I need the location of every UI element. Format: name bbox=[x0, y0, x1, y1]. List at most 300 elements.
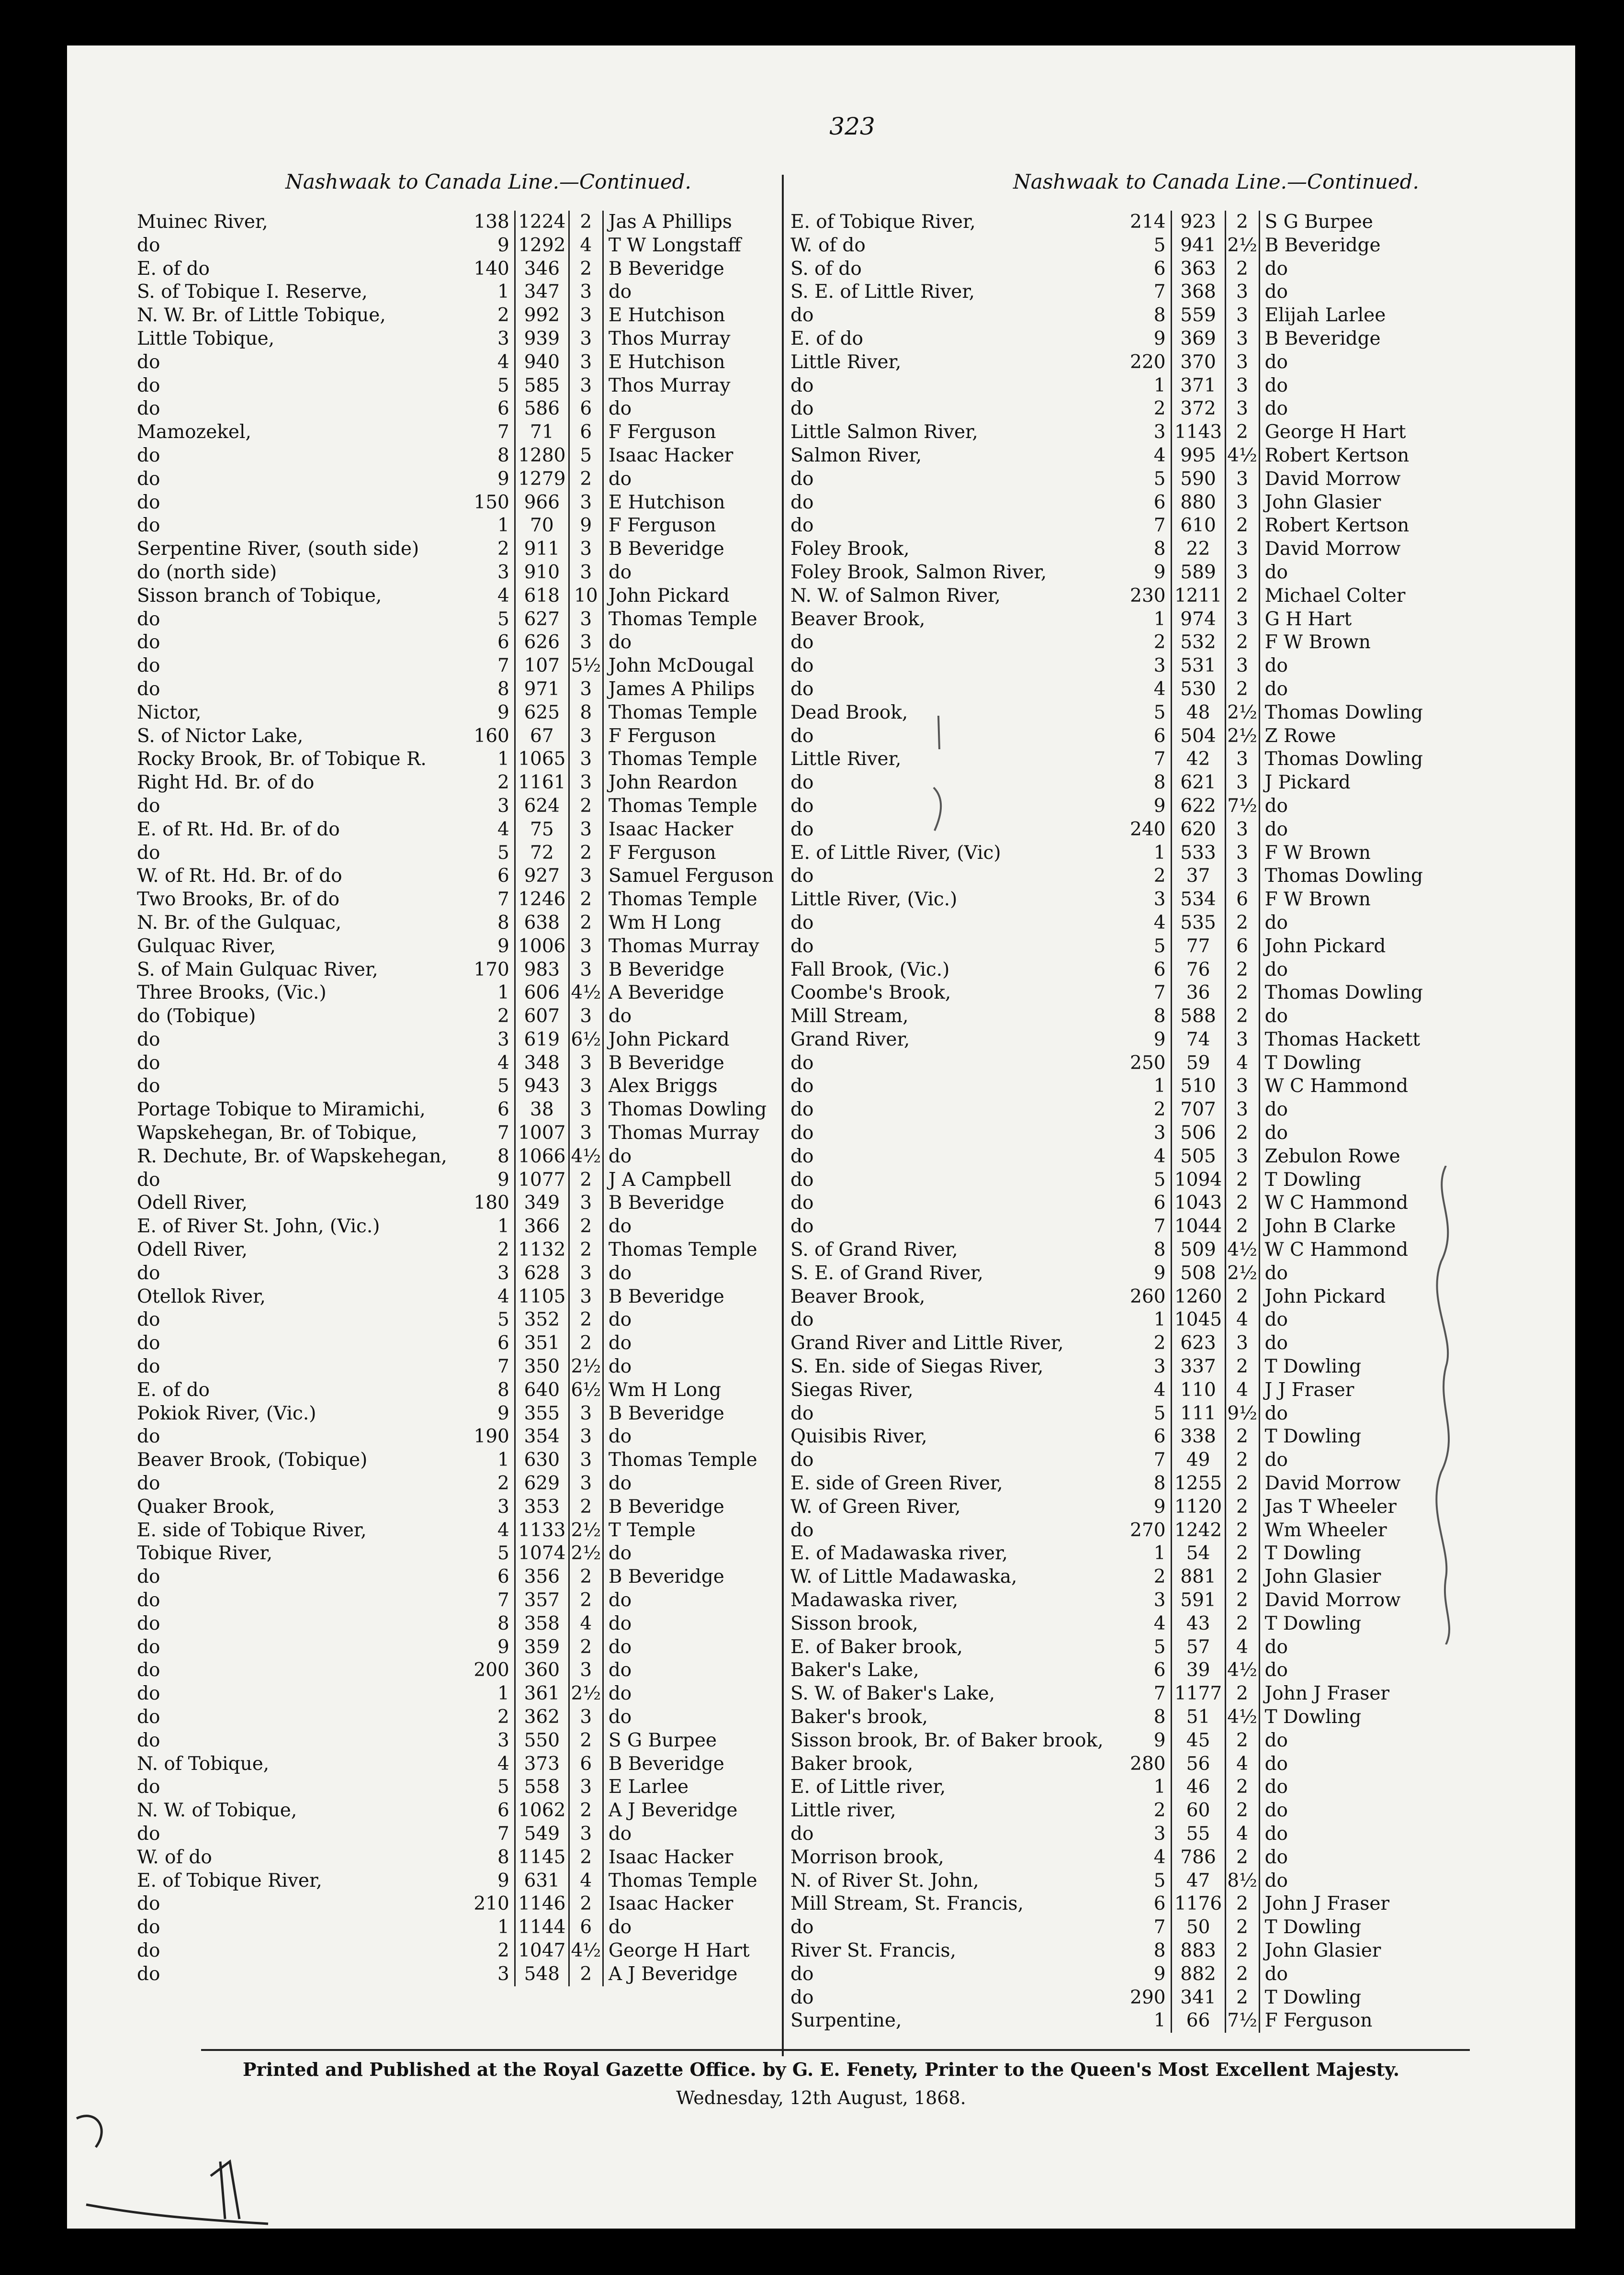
table-row bbox=[788, 1799, 1428, 1823]
acres-cell: 72 bbox=[515, 842, 569, 865]
place-cell: do bbox=[790, 631, 814, 653]
rate-cell: 2 bbox=[569, 1892, 603, 1916]
grantee-cell: T Dowling bbox=[1264, 1986, 1362, 2008]
acres-cell: 1006 bbox=[515, 935, 569, 958]
table-row bbox=[788, 1005, 1428, 1028]
table-row bbox=[134, 1799, 798, 1823]
lot-number-cell: 3 bbox=[447, 1028, 515, 1052]
grantee-cell: do bbox=[1264, 1963, 1288, 1985]
acres-cell: 995 bbox=[1171, 444, 1225, 468]
rate-cell: 2 bbox=[1225, 1846, 1259, 1870]
acres-cell: 992 bbox=[515, 304, 569, 327]
grantee-cell: Isaac Hacker bbox=[608, 1893, 733, 1915]
lot-number-cell: 8 bbox=[1104, 1939, 1172, 1963]
table-row bbox=[134, 888, 798, 912]
place-cell: Coombe's Brook, bbox=[790, 982, 951, 1004]
acres-cell: 941 bbox=[1171, 234, 1225, 258]
acres-cell: 42 bbox=[1171, 748, 1225, 771]
lot-number-cell: 5 bbox=[1104, 468, 1172, 491]
table-row bbox=[134, 865, 798, 888]
place-cell: E. of Madawaska river, bbox=[790, 1543, 1008, 1565]
acres-cell: 620 bbox=[1171, 818, 1225, 842]
rate-cell: 2½ bbox=[1225, 1262, 1259, 1285]
rate-cell: 2 bbox=[1225, 514, 1259, 538]
place-cell: do bbox=[790, 1519, 814, 1541]
lot-number-cell: 8 bbox=[1104, 538, 1172, 561]
grantee-cell: John Glasier bbox=[1264, 491, 1381, 513]
acres-cell: 353 bbox=[515, 1496, 569, 1519]
acres-cell: 1047 bbox=[515, 1939, 569, 1963]
rate-cell: 3 bbox=[1225, 654, 1259, 678]
grantee-cell: John B Clarke bbox=[1264, 1216, 1396, 1238]
rate-cell: 4 bbox=[1225, 1753, 1259, 1776]
grantee-cell: Thomas Dowling bbox=[608, 1099, 767, 1121]
table-row bbox=[134, 701, 798, 725]
rate-cell: 3 bbox=[569, 351, 603, 374]
rate-cell: 3 bbox=[569, 1192, 603, 1215]
table-row bbox=[788, 304, 1428, 327]
place-cell: E. of do bbox=[137, 258, 210, 280]
table-row bbox=[788, 1659, 1428, 1682]
lot-number-cell: 1 bbox=[447, 281, 515, 304]
right-lot-table bbox=[788, 211, 1428, 2033]
grantee-cell: do bbox=[1264, 1262, 1288, 1284]
table-row bbox=[788, 631, 1428, 654]
acres-cell: 39 bbox=[1171, 1659, 1225, 1682]
acres-cell: 927 bbox=[515, 865, 569, 888]
grantee-cell: John Pickard bbox=[608, 585, 730, 607]
place-cell: S. E. of Grand River, bbox=[790, 1262, 983, 1284]
acres-cell: 610 bbox=[1171, 514, 1225, 538]
acres-cell: 350 bbox=[515, 1355, 569, 1379]
table-row bbox=[788, 1939, 1428, 1963]
table-row bbox=[134, 1519, 798, 1543]
acres-cell: 1255 bbox=[1171, 1472, 1225, 1496]
place-cell: do bbox=[790, 795, 814, 817]
lot-number-cell: 7 bbox=[447, 1122, 515, 1145]
grantee-cell: John J Fraser bbox=[1264, 1893, 1390, 1915]
acres-cell: 880 bbox=[1171, 491, 1225, 515]
table-row bbox=[788, 1052, 1428, 1075]
lot-number-cell: 5 bbox=[1104, 935, 1172, 958]
lot-number-cell: 6 bbox=[1104, 1425, 1172, 1449]
place-cell: Sisson brook, Br. of Baker brook, bbox=[790, 1729, 1104, 1751]
table-row bbox=[134, 1823, 798, 1846]
lot-number-cell: 9 bbox=[1104, 795, 1172, 818]
grantee-cell: John Pickard bbox=[608, 1028, 730, 1050]
table-row bbox=[788, 421, 1428, 444]
table-row bbox=[788, 327, 1428, 351]
rate-cell: 5 bbox=[569, 444, 603, 468]
rate-cell: 4 bbox=[1225, 1636, 1259, 1659]
table-row bbox=[134, 1285, 798, 1309]
table-row bbox=[788, 608, 1428, 631]
place-cell: do bbox=[137, 1262, 160, 1284]
margin-bracket-mark bbox=[1427, 1166, 1465, 1644]
place-cell: Odell River, bbox=[137, 1192, 248, 1214]
rate-cell: 3 bbox=[1225, 771, 1259, 795]
rate-cell: 2 bbox=[569, 888, 603, 912]
acres-cell: 882 bbox=[1171, 1963, 1225, 1986]
rate-cell: 2 bbox=[1225, 1682, 1259, 1706]
table-row bbox=[788, 654, 1428, 678]
rate-cell: 3 bbox=[1225, 608, 1259, 631]
lot-number-cell: 8 bbox=[1104, 1706, 1172, 1729]
grantee-cell: S G Burpee bbox=[1264, 211, 1373, 233]
place-cell: Portage Tobique to Miramichi, bbox=[137, 1099, 426, 1121]
grantee-cell: Thomas Hackett bbox=[1264, 1028, 1421, 1050]
acres-cell: 355 bbox=[515, 1402, 569, 1426]
lot-number-cell: 9 bbox=[1104, 327, 1172, 351]
acres-cell: 640 bbox=[515, 1379, 569, 1402]
grantee-cell: do bbox=[608, 1145, 632, 1167]
rate-cell: 2 bbox=[1225, 1449, 1259, 1472]
place-cell: do bbox=[790, 725, 814, 747]
rate-cell: 2 bbox=[569, 211, 603, 234]
lot-number-cell: 7 bbox=[447, 1589, 515, 1612]
table-row bbox=[788, 1262, 1428, 1285]
acres-cell: 530 bbox=[1171, 678, 1225, 701]
grantee-cell: Thomas Dowling bbox=[1264, 982, 1423, 1004]
table-row bbox=[134, 1239, 798, 1262]
place-cell: do bbox=[137, 515, 160, 537]
rate-cell: 3 bbox=[569, 538, 603, 561]
acres-cell: 46 bbox=[1171, 1776, 1225, 1799]
acres-cell: 360 bbox=[515, 1659, 569, 1682]
rate-cell: 3 bbox=[569, 1122, 603, 1145]
rate-cell: 3 bbox=[1225, 374, 1259, 398]
acres-cell: 618 bbox=[515, 585, 569, 608]
grantee-cell: A Beveridge bbox=[608, 982, 724, 1004]
place-cell: River St. Francis, bbox=[790, 1939, 956, 1961]
rate-cell: 3 bbox=[569, 935, 603, 958]
table-row bbox=[788, 1963, 1428, 1986]
lot-number-cell: 3 bbox=[1104, 1823, 1172, 1846]
acres-cell: 22 bbox=[1171, 538, 1225, 561]
lot-number-cell: 6 bbox=[1104, 491, 1172, 515]
rate-cell: 2 bbox=[569, 1799, 603, 1823]
place-cell: Grand River, bbox=[790, 1028, 910, 1050]
table-row bbox=[788, 1892, 1428, 1916]
acres-cell: 623 bbox=[1171, 1332, 1225, 1355]
table-row bbox=[134, 561, 798, 585]
place-cell: do bbox=[790, 1145, 814, 1167]
table-row bbox=[134, 1332, 798, 1355]
place-cell: do bbox=[790, 398, 814, 420]
lot-number-cell: 8 bbox=[1104, 304, 1172, 327]
lot-number-cell: 4 bbox=[1104, 912, 1172, 935]
table-row bbox=[788, 1355, 1428, 1379]
place-cell: do bbox=[790, 1963, 814, 1985]
table-row bbox=[788, 585, 1428, 608]
acres-cell: 363 bbox=[1171, 258, 1225, 281]
acres-cell: 372 bbox=[1171, 397, 1225, 421]
table-row bbox=[134, 1846, 798, 1870]
table-row bbox=[134, 421, 798, 444]
table-row bbox=[788, 1823, 1428, 1846]
place-cell: do bbox=[137, 631, 160, 653]
grantee-cell: T Dowling bbox=[1264, 1916, 1362, 1938]
table-row bbox=[134, 1052, 798, 1075]
place-cell: R. Dechute, Br. of Wapskehegan, bbox=[137, 1145, 447, 1167]
rate-cell: 3 bbox=[569, 865, 603, 888]
table-row bbox=[134, 1098, 798, 1122]
place-cell: E. of Tobique River, bbox=[137, 1870, 322, 1892]
table-row bbox=[134, 981, 798, 1005]
table-row bbox=[134, 514, 798, 538]
table-row bbox=[134, 1215, 798, 1239]
grantee-cell: Wm H Long bbox=[608, 912, 722, 934]
acres-cell: 966 bbox=[515, 491, 569, 515]
grantee-cell: do bbox=[608, 1262, 632, 1284]
grantee-cell: do bbox=[608, 1473, 632, 1495]
table-row bbox=[134, 958, 798, 982]
place-cell: do bbox=[137, 1075, 160, 1097]
lot-number-cell: 4 bbox=[1104, 444, 1172, 468]
rate-cell: 3 bbox=[1225, 561, 1259, 585]
place-cell: Quaker Brook, bbox=[137, 1496, 275, 1518]
rate-cell: 3 bbox=[569, 748, 603, 771]
grantee-cell: do bbox=[1264, 1449, 1288, 1471]
grantee-cell: do bbox=[608, 1309, 632, 1331]
rate-cell: 3 bbox=[569, 608, 603, 631]
table-row bbox=[788, 2009, 1428, 2033]
acres-cell: 534 bbox=[1171, 888, 1225, 912]
table-row bbox=[134, 1145, 798, 1169]
grantee-cell: do bbox=[608, 1612, 632, 1634]
table-row bbox=[788, 1565, 1428, 1589]
place-cell: Little River, (Vic.) bbox=[790, 889, 958, 911]
lot-number-cell: 9 bbox=[447, 1636, 515, 1659]
table-row bbox=[134, 538, 798, 561]
table-row bbox=[134, 1776, 798, 1799]
table-row bbox=[788, 1612, 1428, 1636]
grantee-cell: do bbox=[608, 1706, 632, 1728]
acres-cell: 535 bbox=[1171, 912, 1225, 935]
table-row bbox=[788, 912, 1428, 935]
grantee-cell: Thos Murray bbox=[608, 327, 731, 349]
lot-number-cell: 1 bbox=[1104, 1776, 1172, 1799]
place-cell: Gulquac River, bbox=[137, 935, 276, 957]
rate-cell: 4½ bbox=[569, 1939, 603, 1963]
lot-number-cell: 7 bbox=[1104, 281, 1172, 304]
place-cell: Rocky Brook, Br. of Tobique R. bbox=[137, 748, 427, 770]
lot-number-cell: 4 bbox=[447, 1753, 515, 1776]
lot-number-cell: 6 bbox=[1104, 1659, 1172, 1682]
rate-cell: 2 bbox=[1225, 1542, 1259, 1565]
acres-cell: 1143 bbox=[1171, 421, 1225, 444]
rate-cell: 3 bbox=[1225, 351, 1259, 374]
rate-cell: 3 bbox=[1225, 327, 1259, 351]
rate-cell: 2 bbox=[1225, 1892, 1259, 1916]
lot-number-cell: 6 bbox=[1104, 1892, 1172, 1916]
acres-cell: 66 bbox=[1171, 2009, 1225, 2033]
table-row bbox=[788, 1308, 1428, 1332]
rate-cell: 4½ bbox=[1225, 1239, 1259, 1262]
acres-cell: 361 bbox=[515, 1682, 569, 1706]
lot-number-cell: 8 bbox=[1104, 1239, 1172, 1262]
rate-cell: 2 bbox=[1225, 1612, 1259, 1636]
rate-cell: 3 bbox=[1225, 865, 1259, 888]
table-row bbox=[788, 1776, 1428, 1799]
place-cell: Madawaska river, bbox=[790, 1589, 959, 1611]
lot-number-cell: 150 bbox=[447, 491, 515, 515]
lot-number-cell: 1 bbox=[447, 1916, 515, 1939]
grantee-cell: J J Fraser bbox=[1264, 1379, 1354, 1401]
grantee-cell: Robert Kertson bbox=[1264, 515, 1410, 537]
rate-cell: 2 bbox=[1225, 421, 1259, 444]
rate-cell: 2 bbox=[569, 1846, 603, 1870]
rate-cell: 2 bbox=[569, 1332, 603, 1355]
place-cell: Little River, bbox=[790, 351, 902, 373]
place-cell: do bbox=[790, 1192, 814, 1214]
grantee-cell: do bbox=[1264, 1659, 1288, 1681]
acres-cell: 625 bbox=[515, 701, 569, 725]
acres-cell: 357 bbox=[515, 1589, 569, 1612]
rate-cell: 2 bbox=[1225, 1729, 1259, 1753]
grantee-cell: B Beveridge bbox=[608, 1402, 724, 1424]
grantee-cell: Thomas Murray bbox=[608, 1122, 759, 1144]
lot-number-cell: 1 bbox=[447, 1449, 515, 1472]
rate-cell: 2½ bbox=[569, 1519, 603, 1543]
rate-cell: 4 bbox=[1225, 1052, 1259, 1075]
rate-cell: 2 bbox=[1225, 1472, 1259, 1496]
rate-cell: 2 bbox=[569, 1496, 603, 1519]
acres-cell: 549 bbox=[515, 1823, 569, 1846]
acres-cell: 373 bbox=[515, 1753, 569, 1776]
acres-cell: 43 bbox=[1171, 1612, 1225, 1636]
table-row bbox=[788, 818, 1428, 842]
place-cell: Muinec River, bbox=[137, 211, 268, 233]
acres-cell: 50 bbox=[1171, 1916, 1225, 1939]
rate-cell: 2 bbox=[1225, 211, 1259, 234]
lot-number-cell: 8 bbox=[447, 1145, 515, 1169]
lot-number-cell: 9 bbox=[447, 701, 515, 725]
place-cell: Little Salmon River, bbox=[790, 421, 978, 443]
acres-cell: 638 bbox=[515, 912, 569, 935]
lot-number-cell: 1 bbox=[1104, 2009, 1172, 2033]
grantee-cell: do bbox=[1264, 1823, 1288, 1845]
lot-number-cell: 4 bbox=[1104, 1379, 1172, 1402]
place-cell: do bbox=[790, 1216, 814, 1238]
acres-cell: 359 bbox=[515, 1636, 569, 1659]
lot-number-cell: 9 bbox=[1104, 1496, 1172, 1519]
place-cell: W. of do bbox=[790, 234, 866, 256]
lot-number-cell: 8 bbox=[1104, 1472, 1172, 1496]
place-cell: E. of Tobique River, bbox=[790, 211, 976, 233]
place-cell: do bbox=[137, 1566, 160, 1588]
acres-cell: 341 bbox=[1171, 1986, 1225, 2010]
place-cell: do bbox=[790, 1099, 814, 1121]
rate-cell: 6½ bbox=[569, 1379, 603, 1402]
grantee-cell: do bbox=[608, 1332, 632, 1354]
lot-number-cell: 6 bbox=[447, 1565, 515, 1589]
grantee-cell: Isaac Hacker bbox=[608, 818, 733, 840]
rate-cell: 7½ bbox=[1225, 795, 1259, 818]
rate-cell: 3 bbox=[1225, 1332, 1259, 1355]
table-row bbox=[788, 1729, 1428, 1753]
acres-cell: 56 bbox=[1171, 1753, 1225, 1776]
rate-cell: 3 bbox=[569, 327, 603, 351]
acres-cell: 74 bbox=[1171, 1028, 1225, 1052]
place-cell: do bbox=[137, 1729, 160, 1751]
lot-number-cell: 6 bbox=[447, 1332, 515, 1355]
acres-cell: 1044 bbox=[1171, 1215, 1225, 1239]
grantee-cell: Thomas Temple bbox=[608, 608, 757, 630]
table-row bbox=[134, 631, 798, 654]
acres-cell: 1094 bbox=[1171, 1169, 1225, 1192]
grantee-cell: T Dowling bbox=[1264, 1543, 1362, 1565]
place-cell: Siegas River, bbox=[790, 1379, 914, 1401]
grantee-cell: George H Hart bbox=[1264, 421, 1406, 443]
rate-cell: 2½ bbox=[1225, 234, 1259, 258]
grantee-cell: Thomas Dowling bbox=[1264, 865, 1423, 887]
place-cell: N. of River St. John, bbox=[790, 1870, 979, 1892]
lot-number-cell: 5 bbox=[447, 842, 515, 865]
rate-cell: 3 bbox=[569, 631, 603, 654]
rate-cell: 3 bbox=[569, 1659, 603, 1682]
place-cell: Three Brooks, (Vic.) bbox=[137, 982, 327, 1004]
lot-number-cell: 8 bbox=[1104, 1005, 1172, 1028]
lot-number-cell: 5 bbox=[1104, 1169, 1172, 1192]
rate-cell: 6 bbox=[1225, 935, 1259, 958]
table-row bbox=[788, 444, 1428, 468]
acres-cell: 971 bbox=[515, 678, 569, 701]
acres-cell: 974 bbox=[1171, 608, 1225, 631]
lot-number-cell: 138 bbox=[447, 211, 515, 234]
rate-cell: 2 bbox=[1225, 1916, 1259, 1939]
rate-cell: 4 bbox=[1225, 1823, 1259, 1846]
acres-cell: 77 bbox=[1171, 935, 1225, 958]
table-row bbox=[134, 1870, 798, 1893]
grantee-cell: Jas T Wheeler bbox=[1264, 1496, 1397, 1518]
table-row bbox=[788, 1916, 1428, 1939]
grantee-cell: Thomas Dowling bbox=[1264, 701, 1423, 723]
lot-number-cell: 7 bbox=[1104, 981, 1172, 1005]
acres-cell: 533 bbox=[1171, 842, 1225, 865]
place-cell: W. of Rt. Hd. Br. of do bbox=[137, 865, 342, 887]
place-cell: S. of Tobique I. Reserve, bbox=[137, 281, 368, 303]
rate-cell: 3 bbox=[569, 725, 603, 748]
grantee-cell: John Glasier bbox=[1264, 1566, 1381, 1588]
place-cell: do bbox=[137, 1916, 160, 1938]
grantee-cell: David Morrow bbox=[1264, 1473, 1401, 1495]
place-cell: do bbox=[790, 1052, 814, 1074]
table-row bbox=[134, 327, 798, 351]
place-cell: do bbox=[137, 1356, 160, 1378]
acres-cell: 983 bbox=[515, 958, 569, 982]
grantee-cell: do bbox=[1264, 1122, 1288, 1144]
lot-number-cell: 3 bbox=[447, 1496, 515, 1519]
table-row bbox=[134, 258, 798, 281]
place-cell: Quisibis River, bbox=[790, 1426, 927, 1448]
grantee-cell: do bbox=[1264, 1005, 1288, 1027]
table-row bbox=[134, 1308, 798, 1332]
rate-cell: 5½ bbox=[569, 654, 603, 678]
grantee-cell: F Ferguson bbox=[608, 421, 716, 443]
table-row bbox=[134, 1706, 798, 1729]
lot-number-cell: 2 bbox=[1104, 397, 1172, 421]
place-cell: do bbox=[137, 374, 160, 396]
rate-cell: 2 bbox=[1225, 1799, 1259, 1823]
grantee-cell: E Larlee bbox=[608, 1776, 689, 1798]
rate-cell: 2 bbox=[1225, 981, 1259, 1005]
table-row bbox=[788, 865, 1428, 888]
table-row bbox=[788, 1098, 1428, 1122]
table-row bbox=[788, 888, 1428, 912]
lot-number-cell: 3 bbox=[1104, 1122, 1172, 1145]
rate-cell: 6 bbox=[569, 1916, 603, 1939]
